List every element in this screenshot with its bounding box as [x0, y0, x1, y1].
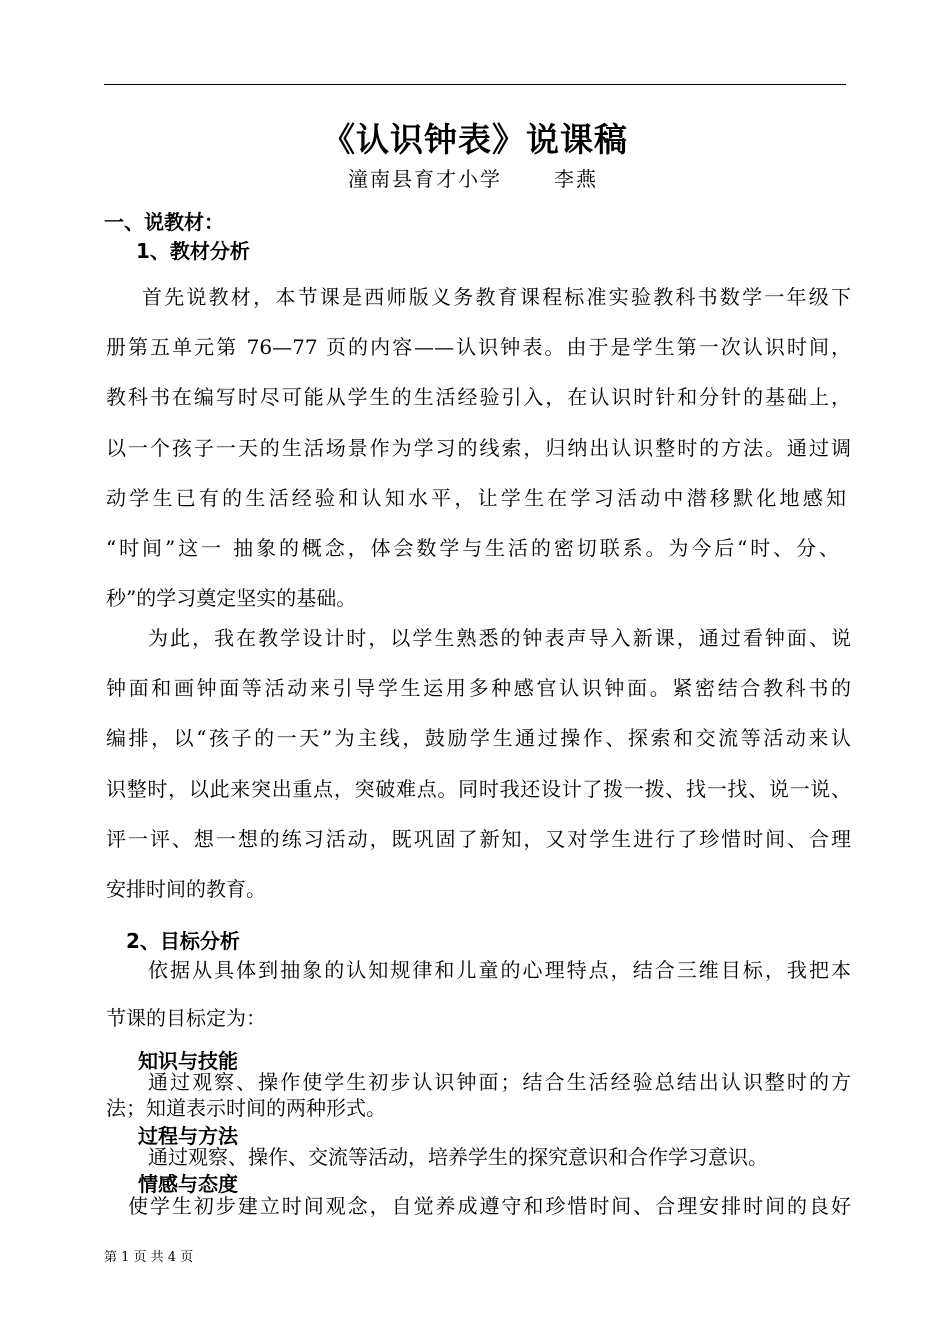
- page-title: 《认识钟表》说课稿: [322, 120, 628, 159]
- school-name: 潼南县育才小学: [348, 167, 502, 191]
- paragraph-line: 使学生初步建立时间观念，自觉养成遵守和珍惜时间、合理安排时间的良好: [128, 1194, 851, 1218]
- paragraph-line: 通过观察、操作、交流等活动，培养学生的探究意识和合作学习意识。: [148, 1145, 768, 1169]
- paragraph-line: 为此，我在教学设计时，以学生熟悉的钟表声导入新课，通过看钟面、说: [148, 626, 851, 650]
- paragraph-line: 编排，以“孩子的一天”为主线，鼓励学生通过操作、探索和交流等活动来认: [106, 726, 851, 751]
- header-rule: [104, 84, 846, 85]
- goal-heading-knowledge-skills: 知识与技能: [138, 1049, 238, 1073]
- paragraph-line: 依据从具体到抽象的认知规律和儿童的心理特点，结合三维目标，我把本: [148, 958, 851, 982]
- paragraph-line: 评一评、想一想的练习活动，既巩固了新知，又对学生进行了珍惜时间、合理: [106, 826, 851, 851]
- paragraph-goal-process-method: [106, 1144, 851, 1170]
- page-footer: 第 1 页 共 4 页: [104, 1250, 194, 1265]
- paragraph-goal-intro: [106, 946, 851, 1042]
- paragraph-line: 识整时，以此来突出重点，突破难点。同时我还设计了拨一拨、找一找、说一说、: [106, 776, 851, 801]
- paragraph-material-analysis-2: [106, 613, 851, 914]
- goal-heading-emotion-attitude: 情感与态度: [138, 1172, 238, 1196]
- paragraph-material-analysis-1: [106, 272, 851, 623]
- paragraph-line: 以一个孩子一天的生活场景作为学习的线索，归纳出认识整时的方法。通过调: [106, 435, 851, 460]
- paragraph-line: 钟面和画钟面等活动来引导学生运用多种感官认识钟面。紧密结合教科书的: [106, 676, 851, 701]
- section-heading-teaching-material: 一、说教材：: [104, 210, 224, 234]
- author-name: 李燕: [554, 167, 598, 191]
- paragraph-line: 安排时间的教育。: [106, 877, 266, 902]
- paragraph-goal-emotion-attitude: [106, 1193, 851, 1219]
- goal-heading-process-method: 过程与方法: [138, 1124, 238, 1148]
- paragraph-line: 法；知道表示时间的两种形式。: [106, 1096, 386, 1120]
- subsection-heading-material-analysis: 1、教材分析: [136, 239, 250, 263]
- paragraph-goal-knowledge-skills: [106, 1069, 851, 1121]
- paragraph-line: 教科书在编写时尽可能从学生的生活经验引入，在认识时针和分针的基础上，: [106, 385, 851, 410]
- paragraph-line: “时间”这一 抽象的概念，体会数学与生活的密切联系。为今后“时、分、: [106, 536, 839, 561]
- subsection-heading-goal-analysis: 2、目标分析: [126, 929, 240, 953]
- paragraph-line: 秒”的学习奠定坚实的基础。: [106, 586, 357, 611]
- paragraph-line: 节课的目标定为：: [106, 1006, 266, 1030]
- paragraph-line: 动学生已有的生活经验和认知水平，让学生在学习活动中潜移默化地感知: [106, 485, 846, 510]
- paragraph-line: 首先说教材，本节课是西师版义务教育课程标准实验教科书数学一年级下: [142, 285, 851, 309]
- paragraph-line: 通过观察、操作使学生初步认识钟面；结合生活经验总结出认识整时的方: [148, 1070, 851, 1094]
- byline: [348, 163, 598, 192]
- paragraph-line: 册第五单元第 76—77 页的内容——认识钟表。由于是学生第一次认识时间，: [106, 335, 851, 360]
